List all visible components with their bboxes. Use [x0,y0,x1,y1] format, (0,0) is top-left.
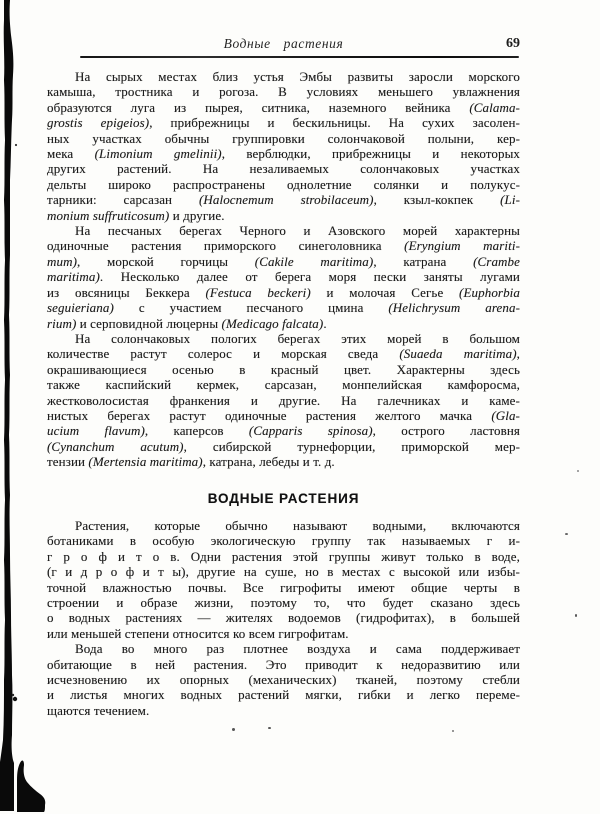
text-line: ботаниками в особую экологическую группу так называемых г и- [47,533,520,549]
text-line: На сырых местах близ устья Эмбы развиты заросли морского [75,69,520,84]
text-line: точной влажностью почвы. Все гигрофиты имеют общие черты в [47,579,520,595]
scan-speck [577,470,579,472]
page-header [47,36,520,56]
scan-speck [268,727,271,729]
text-line: ных участках обычны группировки солончаковой полыни, кер- [47,130,520,146]
text-line: maritima). Несколько далее от берега моря пески заняты лугами [47,269,520,285]
paragraph [47,641,520,718]
paragraph [47,331,520,470]
text-line: мека (Limonium gmelinii), верблюдки, прибрежницы и некоторых [47,146,520,162]
text-line: других растений. На незаливаемых солончаковых участках [47,161,520,177]
text-line: щаются течением. [47,702,150,718]
text-line: дельты широко распространены однолетние солянки и полукус- [47,176,520,192]
text-line: и листья многих водных растений мягки, гибки и легко переме- [47,687,520,703]
text-line: ucium flavum), каперсов (Capparis spinosa), острого ластовня [47,423,521,439]
text-line: одиночные растения приморского синеголовника (Eryngium mariti- [47,238,520,254]
text-line: количестве растут солерос и морская сведа (Suaeda maritima), [47,346,520,362]
paragraph [47,223,520,331]
text-line: жестковолосистая франкения и другие. На галечниках и каме- [47,392,520,408]
scan-speck [232,728,235,731]
text-line: исчезновению их опорных (механических) тканей, поэтому стебли [47,672,520,688]
text-line: или меньшей степени относится ко всем гигрофитам. [47,625,349,641]
text-line: из овсяницы Беккера (Festuca beckeri) и молочая Сегье (Euphorbia [47,284,520,300]
body-text [47,69,520,718]
text-line: (г и д р о ф и т ы), другие на суше, но в местах с высокой или избы- [47,564,520,580]
running-title: Водные растения [223,36,344,51]
text-line: окрашивающиеся осенью в красный цвет. Характерны здесь [47,361,520,377]
scan-speck [565,533,568,535]
text-line: monium suffruticosum) и другие. [47,207,225,223]
text-line: rium) и серповидной люцерны (Medicago falcata). [47,315,327,331]
text-line: На солончаковых пологих берегах этих морей в большом [75,330,520,346]
text-line: г р о ф и т о в. Одни растения этой группы живут только в воде, [47,548,520,564]
text-line: обитающие в ней растения. Это приводит к недоразвитию или [47,656,520,672]
paragraph [47,518,520,641]
text-line: тензии (Mertensia maritima), катрана, лебеды и т. д. [47,454,335,470]
header-rule [80,56,519,58]
text-line: камыша, тростника и рогоза. В условиях меньшего увлажнения [47,84,520,100]
text-line: На песчаных берегах Черного и Азовского морей характерны [75,223,520,239]
text-line: образуются луга из пырея, ситника, наземного вейника (Calama- [47,99,520,115]
scan-speck [575,614,577,617]
page-number: 69 [506,36,520,51]
text-line: о водных растениях — жителях водоемов (гидрофитах), в большей [47,610,520,626]
text-line: также каспийский кермек, сарсазан, монпелийская камфоросма, [47,377,520,393]
text-line: (Cynanchum acutum), сибирской турнефорции, приморской мер- [47,438,520,454]
text-line: Растения, которые обычно называют водными, включаются [75,517,520,533]
text-line: mum), морской горчицы (Cakile maritima), катрана (Crambe [47,253,521,269]
text-line: grostis epigeios), прибрежницы и бескильницы. На сухих засолен- [47,115,520,131]
text-line: Вода во много раз плотнее воздуха и сама поддерживает [75,641,520,657]
text-line: seguieriana) с участием песчаного цмина (Helichrysum arena- [47,300,520,316]
scan-speck [452,730,454,732]
text-line: строении и образе жизни, поэтому то, что будет сказано здесь [47,595,520,610]
paragraph [47,69,520,223]
text-line: тарники: сарсазан (Halocnemum strobilaceum), кзыл-кокпек (Li- [47,192,520,208]
text-line: нистых берегах растут одиночные растения желтого мачка (Gla- [47,407,520,423]
section-heading: ВОДНЫЕ РАСТЕНИЯ [207,490,360,506]
